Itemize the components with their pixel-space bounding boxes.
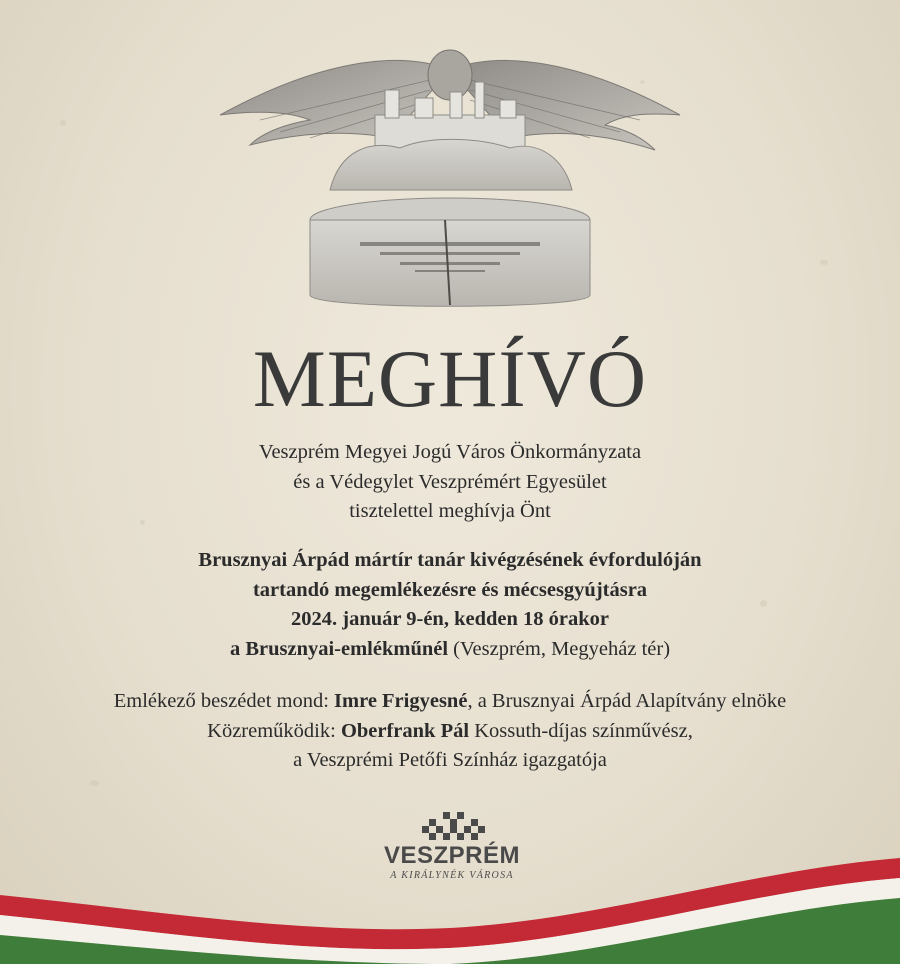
- speech-label: Emlékező beszédet mond:: [113, 690, 335, 712]
- contributor-role-line: a Veszprémi Petőfi Színház igazgatója: [293, 749, 607, 771]
- speech-line: [0, 687, 900, 717]
- contributor-label: Közreműködik:: [207, 719, 341, 742]
- paper-speck: [60, 120, 66, 126]
- contributor-line: [0, 717, 900, 747]
- event-line: Brusznyai Árpád mártír tanár kivégzésének évfordulóján: [198, 549, 702, 571]
- event-location: [0, 635, 900, 665]
- event-location-name: a Brusznyai-emlékműnél: [229, 637, 449, 660]
- organizer-text: [0, 438, 900, 527]
- paper-speck: [90, 780, 99, 786]
- veszprem-logo: [372, 812, 532, 887]
- logo-name: VESZPRÉM: [383, 842, 521, 869]
- organizer-line: Veszprém Megyei Jogú Város Önkormányzata: [258, 441, 642, 463]
- speakers: [0, 687, 900, 776]
- event-location-address: (Veszprém, Megyeház tér): [448, 637, 671, 660]
- brusznyai-monument-image: [200, 20, 700, 320]
- page-title: MEGHÍVÓ: [252, 333, 648, 424]
- event-details: [0, 546, 900, 664]
- speech-name: Imre Frigyesné: [334, 690, 468, 712]
- contributor-role: Kossuth-díjas színművész,: [469, 719, 693, 742]
- logo-subtitle: A KIRÁLYNÉK VÁROSA: [390, 870, 514, 881]
- checkered-crown-icon: [372, 812, 532, 842]
- event-date: 2024. január 9-én, kedden 18 órakor: [291, 608, 609, 630]
- invite-line: tisztelettel meghívja Önt: [349, 500, 551, 522]
- organizer-line: és a Védegylet Veszprémért Egyesület: [293, 470, 607, 493]
- speech-role: , a Brusznyai Árpád Alapítvány elnöke: [467, 690, 787, 712]
- paper-speck: [820, 260, 828, 265]
- event-line: tartandó megemlékezésre és mécsesgyújtásra: [252, 578, 648, 601]
- contributor-name: Oberfrank Pál: [340, 719, 470, 742]
